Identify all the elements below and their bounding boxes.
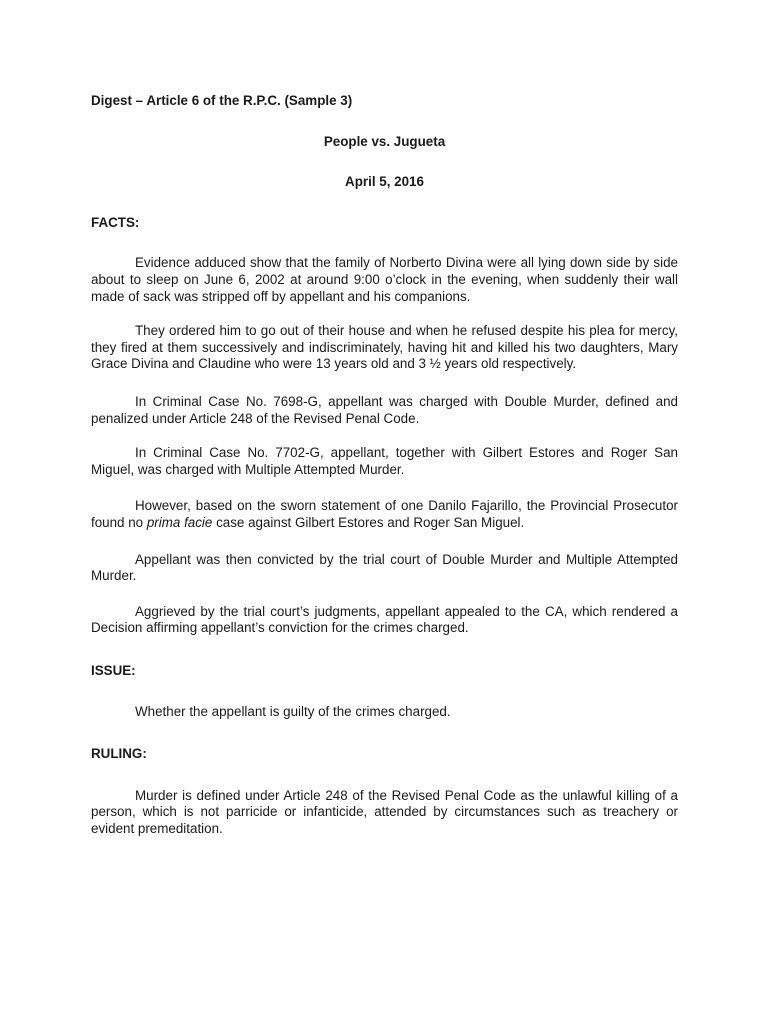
document-title: Digest – Article 6 of the R.P.C. (Sample 3) [91,93,353,108]
ruling-heading: RULING: [91,746,147,762]
case-date: April 5, 2016 [345,174,424,190]
facts-paragraph-5 [91,498,678,531]
issue-heading: ISSUE: [91,662,136,678]
facts-paragraph-2: They ordered him to go out of their house and when he refused despite his plea for mercy, they fired at them successively and indiscriminately, having hit and killed his two daughters, Mary Grace Divina and Claudine who were 13 years old and 3 ½ years old respectively. [91,323,678,372]
facts-heading: FACTS: [91,214,140,230]
facts-paragraph-5-italic: prima facie [146,514,213,530]
facts-paragraph-6: Appellant was then convicted by the trial court of Double Murder and Multiple Attempted Murder. [91,551,678,584]
facts-paragraph-7: Aggrieved by the trial court’s judgments, appellant appealed to the CA, which rendered a Decision affirming appellant’s conviction for the crimes charged. [91,603,678,636]
facts-paragraph-5-text-b: case against Gilbert Estores and Roger San Miguel. [212,514,525,530]
facts-paragraph-1: Evidence adduced show that the family of Norberto Divina were all lying down side by side about to sleep on June 6, 2002 at around 9:00 o’clock in the evening, when suddenly their wall made of sack was stripped off by appellant and his companions. [91,255,678,304]
case-name: People vs. Jugueta [323,133,446,149]
facts-paragraph-3: In Criminal Case No. 7698-G, appellant was charged with Double Murder, defined and penalized under Article 248 of the Revised Penal Code. [91,393,678,426]
document-body [91,93,678,837]
facts-paragraph-5-text-a: However, based on the sworn statement of one Danilo Fajarillo, the Provincial Prosecutor found no [91,498,678,530]
facts-paragraph-4: In Criminal Case No. 7702-G, appellant, together with Gilbert Estores and Roger San Miguel, was charged with Multiple Attempted Murder. [91,445,678,477]
issue-paragraph-1: Whether the appellant is guilty of the crimes charged. [135,704,451,720]
ruling-paragraph-1: Murder is defined under Article 248 of the Revised Penal Code as the unlawful killing of a person, which is not parricide or infanticide, attended by circumstances such as treachery or evident premeditation. [91,787,678,836]
